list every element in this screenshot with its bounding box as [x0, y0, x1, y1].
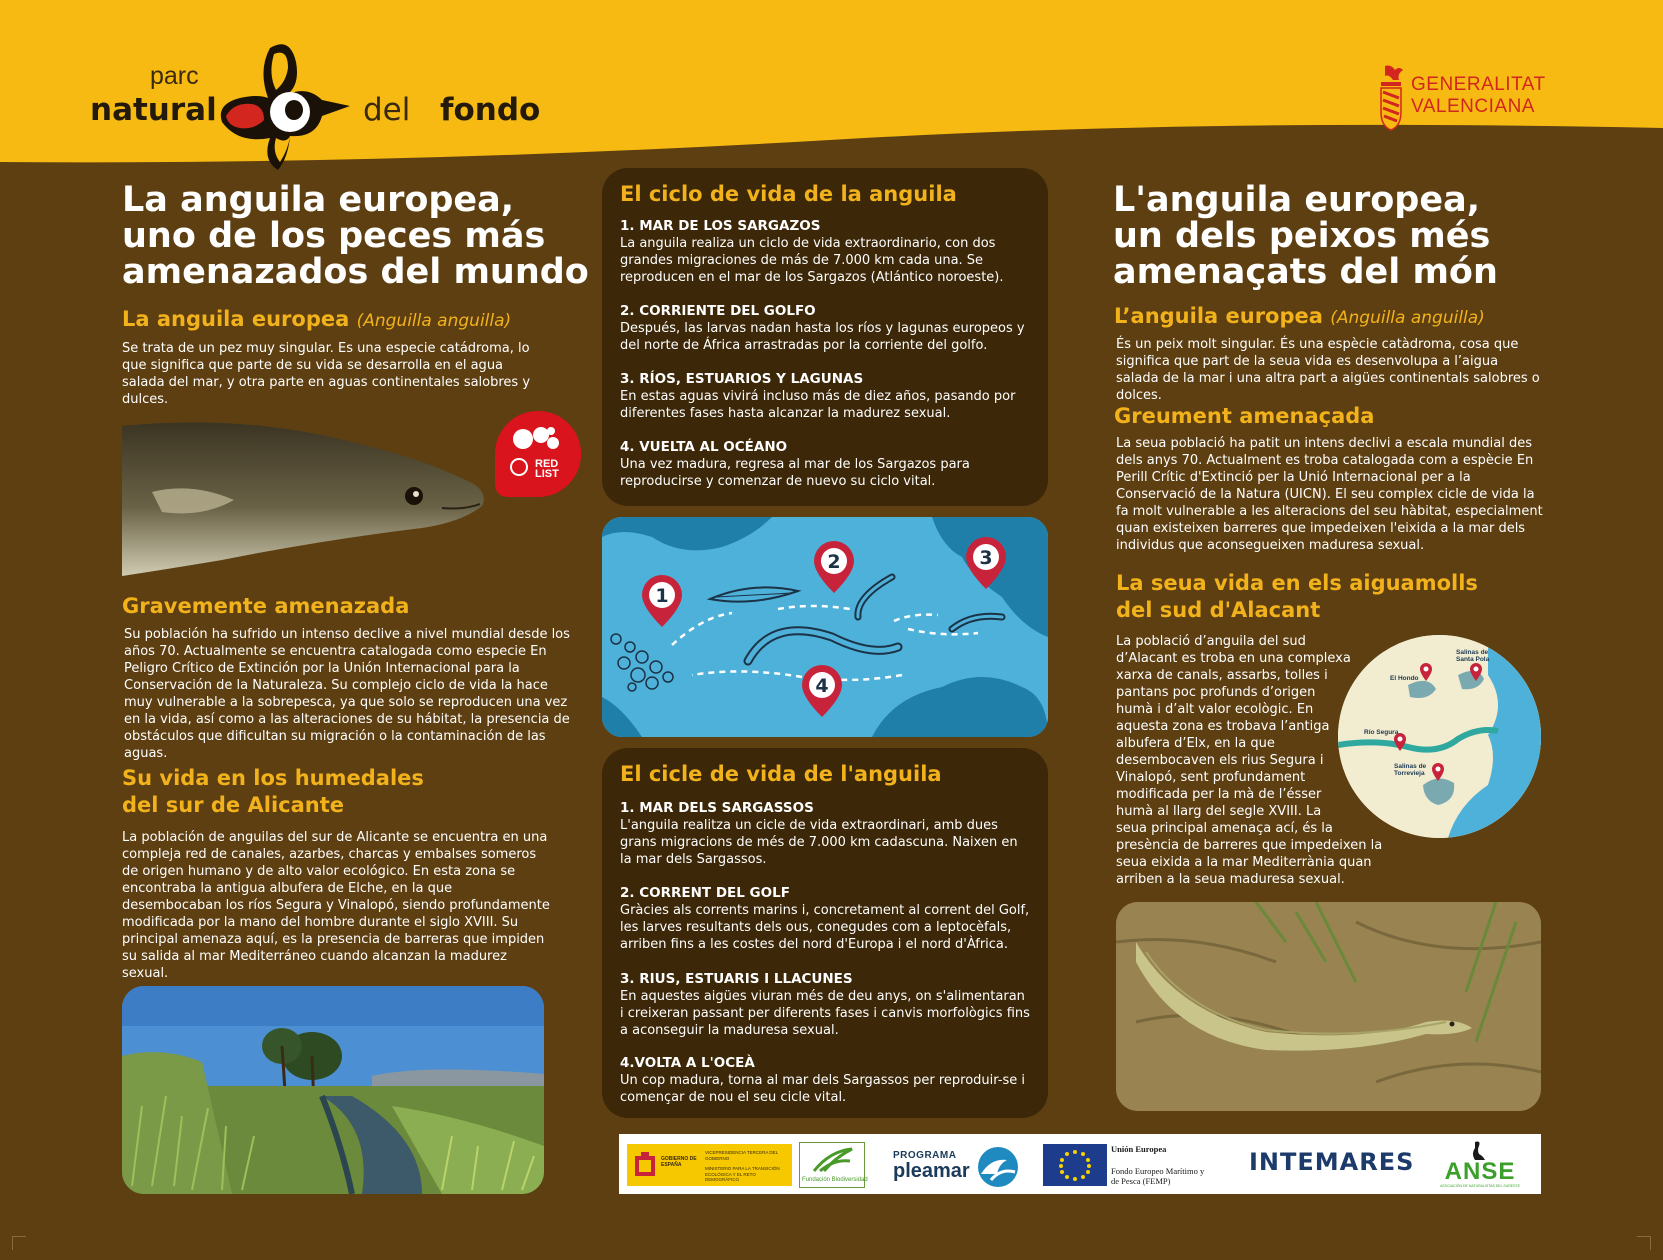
step-text: En estas aguas vivirá incluso más de diez años, pasando por diferentes fases hasta alcanzar la madurez sexual.	[620, 389, 1016, 421]
logo-text-fondo: fondo	[440, 92, 541, 128]
park-logo-bird-icon	[218, 40, 353, 172]
life-cycle-step-va	[620, 1055, 1032, 1106]
right-section3-line: Vinalopó, sent profundament	[1116, 770, 1306, 785]
step-text: Gràcies als corrents marins i, concretament al corrent del Golf, les larves resultants dels ous, conegudes com a leptocèfals, arriben fins a les costes del nord d'Europa i el nord d'Àfrica.	[620, 903, 1030, 952]
eel-photo	[122, 418, 490, 576]
right-section2-text: La seua població ha patit un intens declivi a escala mundial des dels anys 70. Actualment es troba catalogada com a espècie En Perill Crític d'Extinció per la Unió Internacional per a la Conservació de la Natura (UICN). El seu complex cicle de vida la fa molt vulnerable a les alteracions del seu hàbitat, especialment quan existeixen barreres que impedeixen l'eixida a la mar dels individus que aconsegueixen maduresa sexual.	[1116, 436, 1543, 553]
left-main-title-line: La anguila europea,	[122, 180, 515, 220]
step-heading: 3. RIUS, ESTUARIS I LLACUNES	[620, 971, 853, 987]
red-list-line: RED	[535, 458, 559, 470]
eu-fund-text: Fondo Europeo Marítimo y	[1111, 1166, 1205, 1176]
pleamar-name-text: pleamar	[893, 1160, 970, 1182]
map-label-santa-pola: Salinas de Santa Pola	[1456, 649, 1490, 663]
left-section3-title-line: del sur de Alicante	[122, 793, 344, 817]
right-main-title-line: L'anguila europea,	[1113, 180, 1480, 220]
step-heading: 2. CORRIENTE DEL GOLFO	[620, 303, 816, 319]
right-main-title-line: un dels peixos més	[1113, 216, 1491, 256]
spain-coat-of-arms-icon	[631, 1150, 659, 1180]
right-section3-line: modificada per la mà de l’ésser	[1116, 787, 1322, 802]
eel-underwater-photo	[1116, 902, 1541, 1111]
left-section3-title-line: Su vida en los humedales	[122, 766, 424, 790]
right-main-title-line: amenaçats del món	[1113, 252, 1498, 292]
pleamar-logo	[887, 1142, 1023, 1188]
step-text: Una vez madura, regresa al mar de los Sargazos para reproducirse y comenzar de nuevo su ciclo vital.	[620, 457, 970, 489]
eu-flag-icon	[1043, 1144, 1107, 1186]
map-label-rio-segura: Río Segura	[1364, 729, 1399, 736]
crop-mark	[12, 1236, 26, 1250]
left-section1-text: Se trata de un pez muy singular. Es una especie catádroma, lo que significa que parte de su vida se desarrolla en el agua salada del mar, y otra parte en aguas continentales salobres y dulces.	[122, 341, 531, 407]
pleamar-programa-text: PROGRAMA	[893, 1150, 957, 1161]
step-heading: 4.VOLTA A L'OCEÀ	[620, 1055, 755, 1071]
life-cycle-step-es	[620, 303, 1032, 354]
step-text: La anguila realiza un ciclo de vida extraordinario, con dos grandes migraciones de más de 7.000 km cada una. Se reproducen en el mar de los Sargazos (Atlántico noroeste).	[620, 236, 1004, 285]
left-main-title-line: uno de los peces más	[122, 216, 546, 256]
crop-mark	[1637, 1236, 1651, 1250]
left-section1-title-text: La anguila europea	[122, 307, 350, 331]
anse-name-text: ANSE	[1444, 1158, 1516, 1185]
left-section2-text: Su población ha sufrido un intenso declive a nivel mundial desde los años 70. Actualmente se encuentra catalogada como especie En Peligro Crítico de Extinción por la Unión Internacional para la Conservación de la Naturaleza. Su complejo ciclo de vida la hace muy vulnerable a la sobrepesca, ya que solo se reproducen una vez en la vida, así como a las alteraciones de su hábitat, la presencia de obstáculos que dificultan su migración o la contaminación de las aguas.	[124, 627, 570, 761]
generalitat-logo	[1375, 60, 1545, 132]
right-section3-line: pantans poc profunds d’origen	[1116, 685, 1316, 700]
left-main-title-line: amenazados del mundo	[122, 252, 589, 292]
life-cycle-title-es: El ciclo de vida de la anguila	[620, 182, 957, 206]
intemares-logo: INTEMARES	[1249, 1148, 1415, 1176]
south-alicante-mini-map	[1338, 635, 1541, 838]
map-label-torrevieja: Salinas de Torrevieja	[1394, 763, 1427, 777]
left-section3-title	[122, 765, 424, 819]
life-cycle-step-va	[620, 971, 1032, 1039]
anse-subtitle-text: ASOCIACIÓN DE NATURALISTAS DEL SURESTE	[1440, 1184, 1520, 1188]
right-section3-line: humà i d’alt valor ecològic. En	[1116, 702, 1314, 717]
step-text: L'anguila realitza un cicle de vida extraordinari, amb dues grans migracions de més de 7.000 km cadascuna. Naixen en la mar dels Sargassos.	[620, 818, 1018, 867]
left-section3-text: La población de anguilas del sur de Alicante se encuentra en una compleja red de canales, azarbes, charcas y embalses someros de origen humano y de alto valor ecológico. En esta zona se encontraba la antigua albufera de Elche, en la que desembocaban los ríos Segura y Vinalopó, siendo profundamente modificada por la mano del hombre durante el siglo XVIII. Su principal amenaza aquí, es la presencia de barreras que impiden su salida al mar Mediterráneo cuando alcanzan la madurez sexual.	[122, 830, 550, 981]
life-cycle-panel-va	[602, 748, 1048, 1118]
step-heading: 4. VUELTA AL OCÉANO	[620, 439, 788, 455]
vicepresidencia-text: VICEPRESIDENCIA TERCERA DEL GOBIERNO	[705, 1150, 779, 1161]
gobierno-espana-text: GOBIERNO DE ESPAÑA	[661, 1156, 697, 1168]
right-section3-line: La població d’anguila del sud	[1116, 634, 1306, 649]
life-cycle-step-es	[620, 439, 1032, 490]
step-heading: 2. CORRENT DEL GOLF	[620, 885, 790, 901]
life-cycle-title-va: El cicle de vida de l'anguila	[620, 762, 942, 786]
migration-map	[602, 517, 1048, 737]
eu-name-text: Unión Europea	[1111, 1144, 1167, 1154]
ministerio-text: MINISTERIO PARA LA TRANSICIÓN ECOLÓGICA Y EL RETO DEMOGRÁFICO	[705, 1166, 780, 1182]
left-section1-latin: (Anguilla anguilla)	[356, 311, 512, 331]
anse-logo	[1425, 1140, 1535, 1190]
life-cycle-panel-es	[602, 168, 1048, 506]
step-text: Después, las larvas nadan hasta los ríos y lagunas europeos y del norte de África arrastradas por la corriente del golfo.	[620, 321, 1025, 353]
logo-text-del: del	[363, 92, 411, 128]
right-section3-line: d’Alacant es troba en una complexa	[1116, 651, 1351, 666]
fundacion-biodiversidad-text: Fundación Biodiversidad	[802, 1177, 868, 1183]
right-main-title	[1113, 182, 1498, 290]
right-section3-line: arriben a la seua maduresa sexual.	[1116, 872, 1345, 887]
right-section1-text: És un peix molt singular. És una espècie catàdroma, cosa que significa que part de la seua vida es desenvolupa a l’aigua salada de la mar i una altra part a aigües continentals salobres o dolces.	[1116, 337, 1540, 403]
step-heading: 1. MAR DELS SARGASSOS	[620, 800, 814, 816]
pleamar-wave-icon	[977, 1146, 1019, 1188]
step-heading: 3. RÍOS, ESTUARIOS Y LAGUNAS	[620, 371, 864, 387]
step-heading: 1. MAR DE LOS SARGAZOS	[620, 218, 821, 234]
step-text: Un cop madura, torna al mar dels Sargassos per reproduir-se i començar de nou el seu cicle vital.	[620, 1073, 1025, 1105]
left-section1-title	[122, 307, 511, 331]
map-label-el-hondo: El Hondo	[1390, 675, 1419, 682]
wetland-canal-photo	[122, 986, 544, 1194]
gobierno-espana-logo	[627, 1144, 792, 1186]
right-section3-title-line: La seua vida en els aiguamolls	[1116, 571, 1478, 595]
grass-leaf-icon	[810, 1147, 856, 1173]
right-section3-line: seua eixida a la mar Mediterrània quan	[1116, 855, 1372, 870]
red-list-text	[535, 459, 559, 479]
map-marker-number: 1	[655, 585, 669, 607]
eu-femp-logo	[1043, 1142, 1233, 1188]
right-section1-latin: (Anguilla anguilla)	[1330, 308, 1485, 328]
right-section1-title-text: L’anguila europea	[1114, 304, 1323, 328]
right-section3-line: albufera d’Elx, en la que	[1116, 736, 1275, 751]
life-cycle-step-va	[620, 800, 1032, 868]
right-section3-title	[1116, 570, 1478, 624]
generalitat-crest-icon	[1375, 64, 1407, 132]
right-section3-line: aquesta zona es trobava l’antiga	[1116, 719, 1330, 734]
right-section3-line: presència de barreres que impedeixen la	[1116, 838, 1383, 853]
right-section3-title-line: del sud d'Alacant	[1116, 598, 1321, 622]
red-list-line: LIST	[535, 468, 559, 480]
eu-fund-text-2: de Pesca (FEMP)	[1111, 1176, 1171, 1186]
map-marker-number: 2	[827, 551, 841, 573]
logo-text-parc: parc	[150, 62, 199, 90]
logo-text-natural: natural	[90, 92, 217, 128]
left-section2-title: Gravemente amenazada	[122, 594, 410, 618]
right-section3-line: humà al llarg del segle XVIII. La	[1116, 804, 1322, 819]
right-section3-line: desembocaven els rius Segura i	[1116, 753, 1324, 768]
right-section3-line: xarxa de canals, assarbs, tolles i	[1116, 668, 1328, 683]
map-marker-number: 3	[979, 547, 993, 569]
right-section2-title: Greument amenaçada	[1114, 404, 1375, 428]
generalitat-line1: GENERALITAT	[1411, 74, 1546, 95]
fundacion-biodiversidad-logo	[799, 1142, 868, 1188]
generalitat-line2: VALENCIANA	[1411, 96, 1535, 117]
iucn-red-list-badge-icon	[495, 411, 581, 497]
step-text: En aquestes aigües viuran més de deu anys, on s'alimentaran i creixeran passant per diferents fases i canvis morfològics fins a aconseguir la maduresa sexual.	[620, 989, 1030, 1038]
left-main-title	[122, 182, 589, 290]
sponsor-logos-bar	[619, 1134, 1541, 1194]
life-cycle-step-es	[620, 371, 1032, 422]
right-section3-line: seua principal amenaça ací, és la	[1116, 821, 1333, 836]
map-marker-number: 4	[815, 675, 829, 697]
right-section1-title	[1114, 304, 1485, 328]
life-cycle-step-es	[620, 218, 1032, 286]
life-cycle-step-va	[620, 885, 1032, 953]
